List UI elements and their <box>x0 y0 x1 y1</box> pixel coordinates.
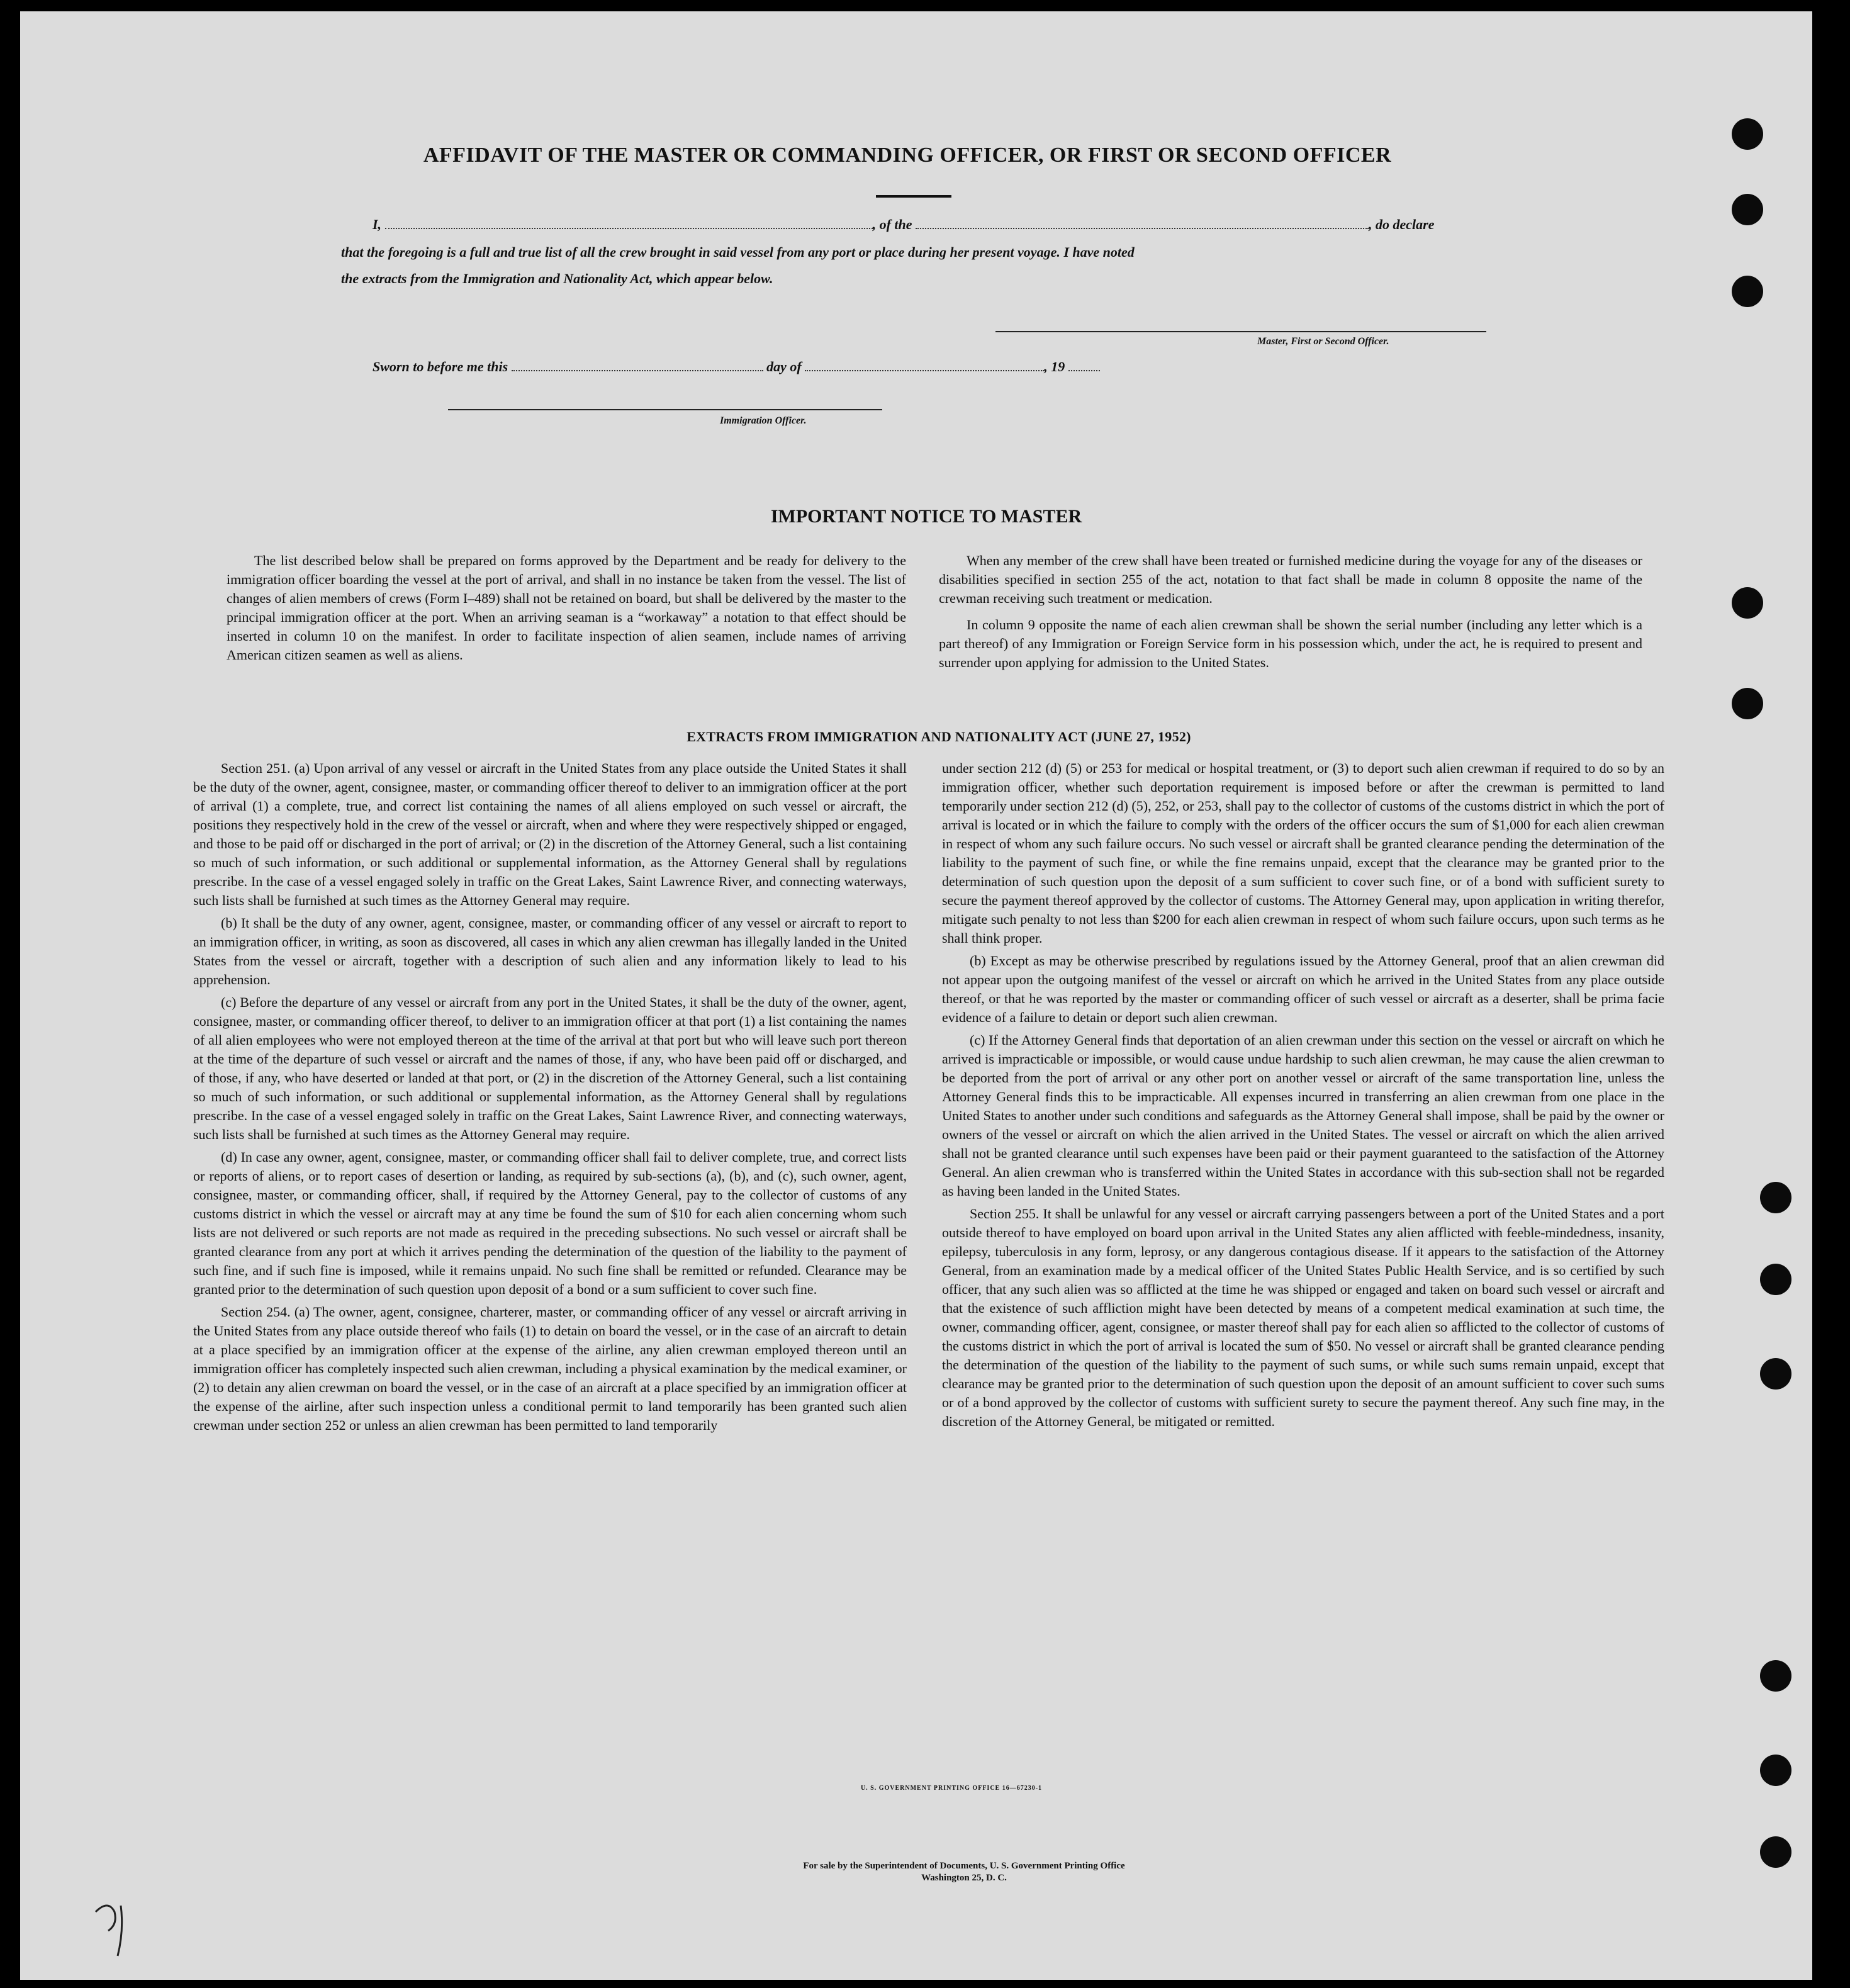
notice-right-paragraph: In column 9 opposite the name of each alien crewman shall be shown the serial number (including any letter which is a part thereof) of any Immigration or Foreign Service form in his possession which, under the act, he is required to present and surrender upon applying for admission to the United States. <box>939 617 1642 670</box>
punch-hole <box>1760 1358 1791 1390</box>
section-paragraph: Section 251. (a) Upon arrival of any vessel or aircraft in the United States from any place outside the United States it shall be the duty of the owner, agent, consignee, master, or commanding officer thereof to deliver to an immigration officer at the port of arrival (1) a complete, true, and correct list containing the names of all aliens employed on such vessel or aircraft, the positions they respectively hold in the crew of the vessel or aircraft, when and where they were respectively shipped or engaged, and those to be paid off or discharged in the port of arrival; or (2) in the discretion of the Attorney General, such a list containing so much of such information, or such additional or supplemental information, as the Attorney General shall by regulations prescribe. In the case of a vessel engaged solely in traffic on the Great Lakes, Saint Lawrence River, and connecting waterways, such lists shall be furnished at such times as the Attorney General may require. <box>193 760 907 908</box>
affidavit-title: AFFIDAVIT OF THE MASTER OR COMMANDING OFFICER, OR FIRST OR SECOND OFFICER <box>423 143 1392 167</box>
punch-hole <box>1760 1182 1791 1213</box>
punch-hole <box>1732 688 1763 719</box>
title-rule <box>876 195 951 198</box>
gpo-imprint: U. S. GOVERNMENT PRINTING OFFICE 16—67230-1 <box>860 1785 1043 1792</box>
section-paragraph: (d) In case any owner, agent, consignee, master, or commanding officer shall fail to deliver complete, true, and correct lists or reports of aliens, or to report cases of desertion or landing, as required by sub-sections (a), (b), and (c), such owner, agent, consignee, master, or commanding officer, shall, if required by the Attorney General, pay to the collector of customs of any customs district in which the vessel or aircraft may at any time be found the sum of $10 for each alien concerning whom such lists are not delivered or such reports are not made as required in the preceding subsections. No such vessel or aircraft shall be granted clearance from any port at which it arrives pending the determination of the question of the liability to the payment of such fine, and if such fine is imposed, while it remains unpaid. No such fine shall be remitted or refunded. Clearance may be granted prior to the determination of such question upon deposit of a bond or a sum sufficient to cover such fine. <box>193 1149 907 1297</box>
declaration-text-2: that the foregoing is a full and true list of all the crew brought in said vessel from any port or place during her present voyage. I have noted <box>341 244 1135 260</box>
notice-left-paragraph: The list described below shall be prepared on forms approved by the Department and be ready for delivery to the immigration officer boarding the vessel at the port of arrival, and shall in no instance be taken from the vessel. The list of changes of alien members of crews (Form I–489) shall not be retained on board, but shall be delivered by the master to the principal immigration officer at the port. When an arriving seaman is a “workaway” a notation to that effect should be inserted in column 10 on the manifest. In order to facilitate inspection of alien seamen, include names of arriving American citizen seamen as well as aliens. <box>227 553 906 663</box>
section-paragraph: (c) Before the departure of any vessel or aircraft from any port in the United States, it shall be the duty of the owner, agent, consignee, master, or commanding officer thereof, to deliver to an immigration officer at that port (1) a list containing the names of all alien employees who were not employed thereon at the time of the arrival at that port but who will leave such port thereon at the time of the departure of such vessel or aircraft and the names of those, if any, who have been paid off or discharged, and of those, if any, who have deserted or landed at that port, or (2) in the discretion of the Attorney General, such a list containing so much of such information, or such additional or supplemental information, as the Attorney General shall by regulations prescribe. In the case of a vessel engaged solely in traffic on the Great Lakes, Saint Lawrence River, and connecting waterways, such lists shall be furnished at such times as the Attorney General may require. <box>193 994 907 1142</box>
extracts-title: EXTRACTS FROM IMMIGRATION AND NATIONALITY ACT (JUNE 27, 1952) <box>687 729 1191 744</box>
of-the-label: , of the <box>872 216 912 232</box>
sworn-day-field[interactable] <box>512 359 763 371</box>
punch-hole <box>1760 1836 1791 1868</box>
section-paragraph: under section 212 (d) (5) or 253 for medical or hospital treatment, or (3) to deport such alien crewman if required to do so by an immigration officer, whether such deportation requirement is imposed before or after the crewman is permitted to land temporarily under section 212 (d) (5), 252, or 253, shall pay to the collector of customs of the customs district in which the port of arrival is located or in which the failure to comply with the orders of the officer occurs the sum of $1,000 for each alien crewman in respect of whom any such failure occurs. No such vessel or aircraft shall be granted clearance pending the determination of the liability to the payment of such fine, or while the fine remains unpaid, except that the clearance may be granted prior to the determination of such question upon the deposit of a sum sufficient to cover such fine, or of a bond with sufficient surety to secure the payment thereof approved by the collector of customs. The Attorney General may, upon application in writing therefor, mitigate such penalty to not less than $200 for each alien crewman in respect of whom such failure occurs, upon such terms as he shall think proper. <box>942 760 1664 946</box>
sworn-label: Sworn to before me this <box>373 359 508 374</box>
section-paragraph: (c) If the Attorney General finds that deportation of an alien crewman under this section on the vessel or aircraft on which he arrived is impracticable or impossible, or would cause undue hardship to such alien crewman, he may cause the alien crewman to be deported from the port of arrival or any other port on another vessel or aircraft of the same transportation line, unless the Attorney General finds this to be impracticable. All expenses incurred in transferring an alien crewman from one place in the United States to another under such conditions and safeguards as the Attorney General shall impose, shall be paid by the owner or owners of the vessel or aircraft on which the alien arrived in the United States. The vessel or aircraft on which the alien arrived shall not be granted clearance until such expenses have been paid or their payment guaranteed to the satisfaction of the Attorney General. An alien crewman who is transferred within the United States in accordance with this sub-section shall not be regarded as having been landed in the United States. <box>942 1032 1664 1199</box>
extracts-right-column <box>942 759 1664 1435</box>
handwritten-mark <box>83 1893 159 1962</box>
day-of-label: day of <box>766 359 802 374</box>
form-page <box>20 11 1812 1980</box>
sworn-year-field[interactable] <box>1068 359 1100 371</box>
notice-right-column <box>939 551 1642 676</box>
year-prefix: , 19 <box>1044 359 1065 374</box>
section-paragraph: Section 255. It shall be unlawful for any vessel or aircraft carrying passengers between a port of the United States and a port outside thereof to have employed on board upon arrival in the United States any alien afflicted with feeble-mindedness, insanity, epilepsy, tuberculosis in any form, leprosy, or any dangerous contagious disease. If it appears to the satisfaction of the Attorney General, from an examination made by a medical officer of the United States Public Health Service, and is so certified by such officer, that any such alien was so afflicted at the time he was shipped or engaged and taken on board such vessel or aircraft and that the existence of such affliction might have been detected by means of a competent medical examination at such time, the owner, commanding officer, agent, consignee, or master thereof shall pay for each alien so afflicted to the collector of customs of the customs district in which the port of arrival is located the sum of $50. No vessel or aircraft shall be granted clearance pending the determination of the question of the liability to the payment of such sums, or while such sums remain unpaid, except that clearance may be granted prior to the determination of such question upon the deposit of an amount sufficient to cover such sums or of a bond approved by the collector of customs with sufficient surety to secure the payment thereof. Any such fine may, in the discretion of the Attorney General, be mitigated or remitted. <box>942 1206 1664 1429</box>
master-signature-label: Master, First or Second Officer. <box>1257 336 1389 347</box>
section-paragraph: (b) Except as may be otherwise prescribed by regulations issued by the Attorney General, proof that an alien crewman did not appear upon the outgoing manifest of the vessel or aircraft on which he arrived in the United States from any place outside thereof, or that he was reported by the master or commanding officer of such vessel or aircraft as a deserter, shall be prima facie evidence of a failure to detain or deport such alien crewman. <box>942 953 1664 1025</box>
do-declare-label: , do declare <box>1369 216 1435 232</box>
declarant-prefix: I, <box>373 216 382 232</box>
sworn-line <box>373 359 1100 375</box>
punch-hole <box>1732 587 1763 619</box>
sale-notice <box>586 1860 1342 1884</box>
declaration-text-3: the extracts from the Immigration and Nationality Act, which appear below. <box>341 271 773 286</box>
declaration-line <box>373 216 1434 233</box>
vessel-name-field[interactable] <box>916 216 1369 229</box>
officer-signature-label: Immigration Officer. <box>720 415 807 426</box>
punch-hole <box>1732 194 1763 225</box>
sale-line-1: For sale by the Superintendent of Documents, U. S. Government Printing Office <box>803 1861 1125 1871</box>
extracts-left-column <box>193 759 907 1439</box>
section-paragraph: (b) It shall be the duty of any owner, agent, consignee, master, or commanding officer of any vessel or aircraft to report to an immigration officer, in writing, as soon as discovered, all cases in which any alien crewman has illegally landed in the United States from the vessel or aircraft, together with a description of such alien and any information likely to lead to his apprehension. <box>193 915 907 987</box>
section-paragraph: Section 254. (a) The owner, agent, consignee, charterer, master, or commanding officer of any vessel or aircraft arriving in the United States from any place outside thereof who fails (1) to detain on board the vessel, or in the case of an aircraft to detain at a place specified by an immigration officer at the expense of the airline, any alien crewman employed thereon until an immigration officer has completely inspected such alien crewman, including a physical examination by the medical examiner, or (2) to detain any alien crewman on board the vessel, or in the case of an aircraft at a place specified by an immigration officer at the expense of the airline, after such inspection unless a conditional permit to land temporarily has been granted such alien crewman under section 252 or unless an alien crewman has been permitted to land temporarily <box>193 1304 907 1433</box>
notice-left-column <box>227 551 906 668</box>
punch-hole <box>1732 276 1763 307</box>
declarant-name-field[interactable] <box>385 216 873 229</box>
punch-hole <box>1760 1264 1791 1295</box>
notice-title: IMPORTANT NOTICE TO MASTER <box>770 506 1082 527</box>
officer-signature-line[interactable] <box>448 409 882 410</box>
punch-hole <box>1760 1660 1791 1692</box>
master-signature-line[interactable] <box>995 331 1486 332</box>
notice-right-paragraph: When any member of the crew shall have been treated or furnished medicine during the voyage for any of the diseases or disabilities specified in section 255 of the act, notation to that fact shall be made in column 8 opposite the name of the crewman receiving such treatment or medication. <box>939 553 1642 606</box>
punch-hole <box>1732 118 1763 150</box>
sworn-month-field[interactable] <box>805 359 1044 371</box>
punch-hole <box>1760 1755 1791 1786</box>
sale-line-2: Washington 25, D. C. <box>921 1873 1007 1883</box>
